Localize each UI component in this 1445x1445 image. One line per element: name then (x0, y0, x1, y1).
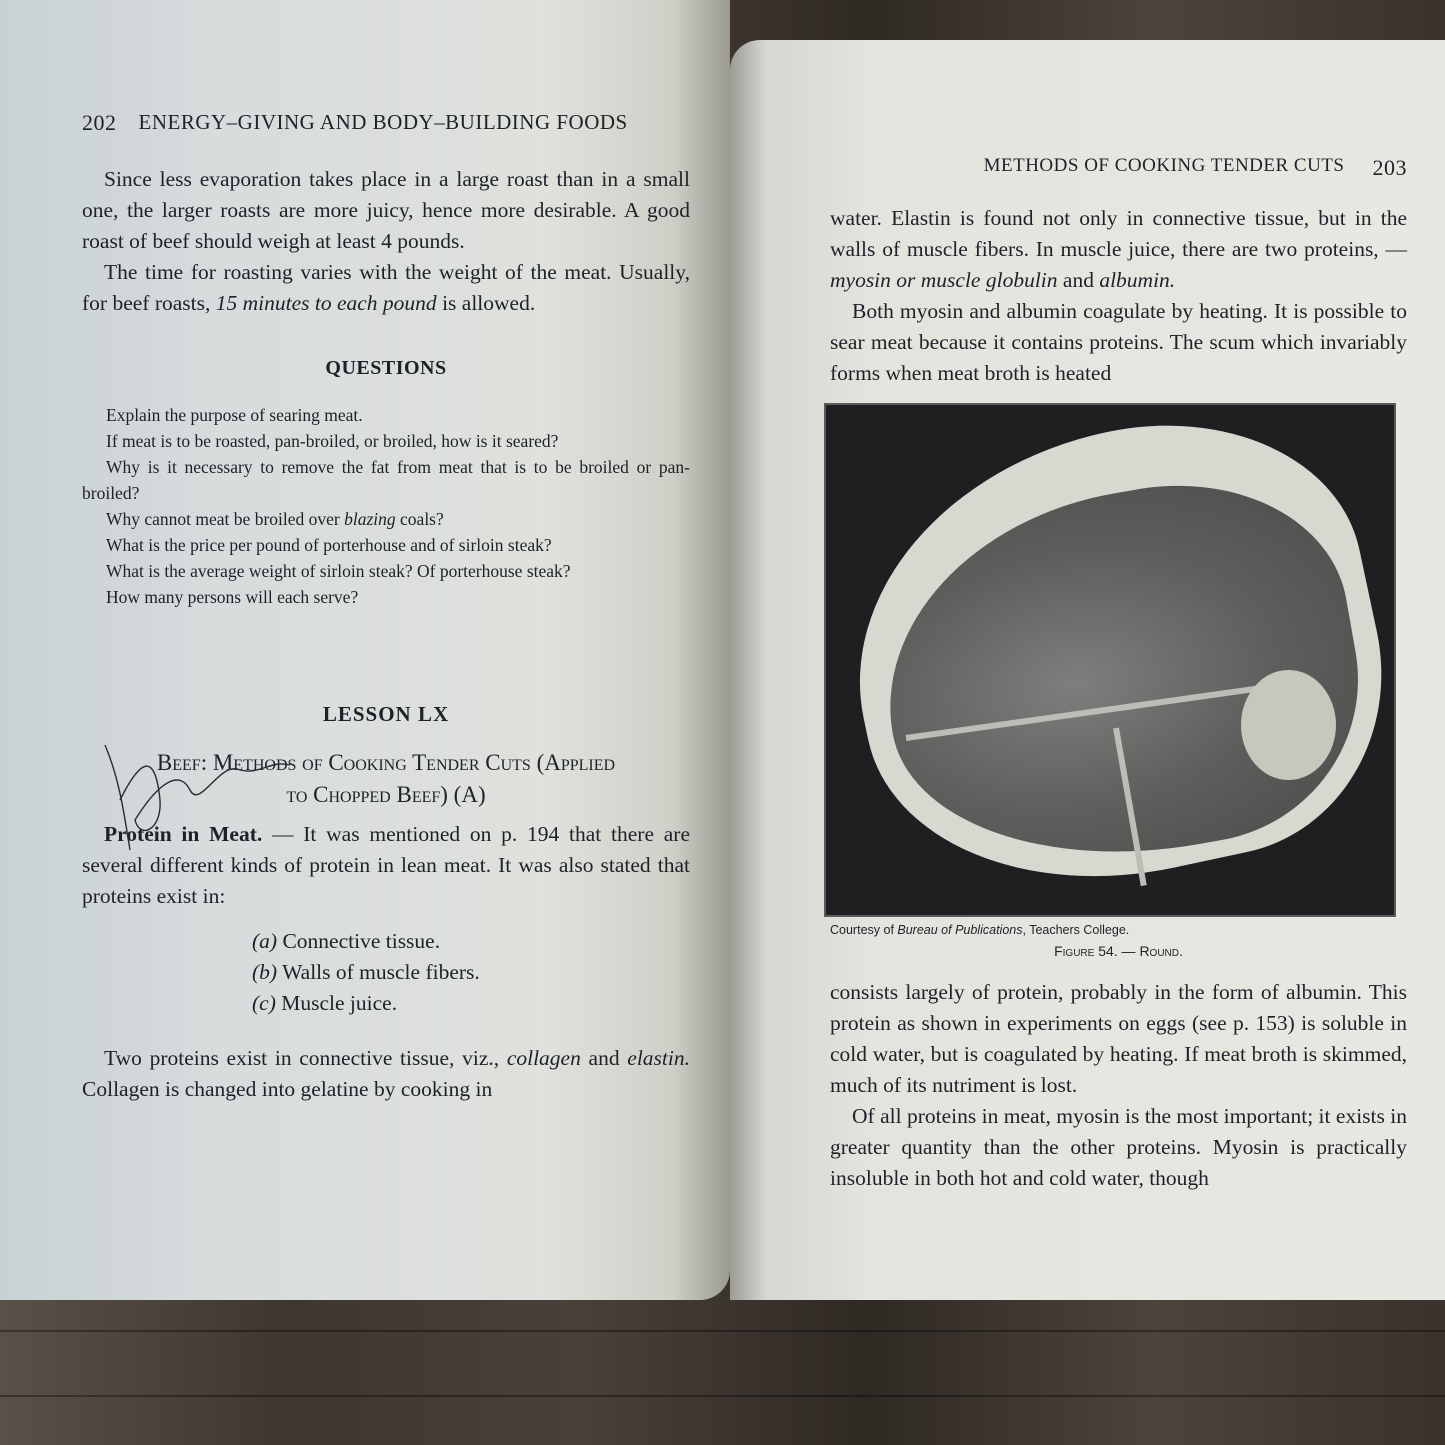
paragraph: Two proteins exist in connective tissue, viz., collagen and elastin. Collagen is changed into gelatine by cooking in (82, 1046, 690, 1101)
paragraph: consists largely of protein, probably in the form of albumin. This protein as shown in experiments on eggs (see p. 153) is soluble in cold water, but is coagulated by heating. If meat broth is skimmed, much of its nutriment is lost. (830, 980, 1407, 1097)
figure-beef-round-photo (824, 403, 1396, 917)
paragraph: The time for roasting varies with the weight of the meat. Usually, for beef roasts, 15 minutes to each pound is allowed. (82, 260, 690, 315)
meat-bone (1241, 670, 1336, 780)
paragraph: Since less evaporation takes place in a large roast than in a small one, the larger roasts are more juicy, hence more desirable. A good roast of beef should weigh at least 4 pounds. (82, 167, 690, 253)
page-number: 203 (1372, 155, 1407, 180)
figure-caption: Figure 54. — Round. (1054, 943, 1183, 959)
figure-credit: Courtesy of Bureau of Publications, Teachers College. (830, 923, 1130, 937)
page-number: 202 (82, 110, 117, 135)
paragraph: Of all proteins in meat, myosin is the most important; it exists in greater quantity than the other proteins. Myosin is practically insoluble in both hot and cold water, though (830, 1104, 1407, 1190)
list-item: (a) Connective tissue. (252, 929, 441, 953)
section-label: Protein in Meat. (104, 822, 263, 846)
question-item: What is the price per pound of porterhouse and of sirloin steak? (106, 535, 552, 555)
list-item: (b) Walls of muscle fibers. (252, 960, 480, 984)
question-item: Why cannot meat be broiled over blazing coals? (106, 509, 444, 529)
question-item: How many persons will each serve? (106, 587, 359, 607)
left-page (0, 0, 730, 1300)
right-page (730, 40, 1445, 1300)
wood-grain-line (0, 1395, 1445, 1397)
lesson-intro: Protein in Meat. — It was mentioned on p. 194 that there are several different kinds of protein in lean meat. It was also stated that proteins exist in: (82, 822, 690, 908)
running-header-right (830, 155, 1407, 181)
lesson-subtitle: Beef: Methods of Cooking Tender Cuts (Applied to Chopped Beef) (A) (156, 750, 616, 807)
running-header-left (82, 110, 690, 136)
protein-locations-list (252, 926, 690, 1019)
question-item: What is the average weight of sirloin steak? Of porterhouse steak? (106, 561, 571, 581)
wood-grain-line (0, 1330, 1445, 1332)
running-head-title: METHODS OF COOKING TENDER CUTS (983, 155, 1345, 176)
lesson-title: LESSON LX (322, 702, 450, 726)
paragraph: Both myosin and albumin coagulate by heating. It is possible to sear meat because it contains proteins. The scum which invariably forms when meat broth is heated (830, 299, 1407, 385)
questions-heading: QUESTIONS (325, 357, 447, 379)
running-head-title: ENERGY–GIVING AND BODY–BUILDING FOODS (138, 110, 628, 134)
questions-list (82, 402, 690, 610)
question-item: Explain the purpose of searing meat. (106, 405, 363, 425)
list-item: (c) Muscle juice. (252, 991, 398, 1015)
paragraph: water. Elastin is found not only in connective tissue, but in the walls of muscle fibers. In muscle juice, there are two proteins, — myosin or muscle globulin and albumin. (830, 206, 1407, 292)
question-item: Why is it necessary to remove the fat from meat that is to be broiled or pan-broiled? (82, 457, 690, 503)
question-item: If meat is to be roasted, pan-broiled, or broiled, how is it seared? (106, 431, 559, 451)
